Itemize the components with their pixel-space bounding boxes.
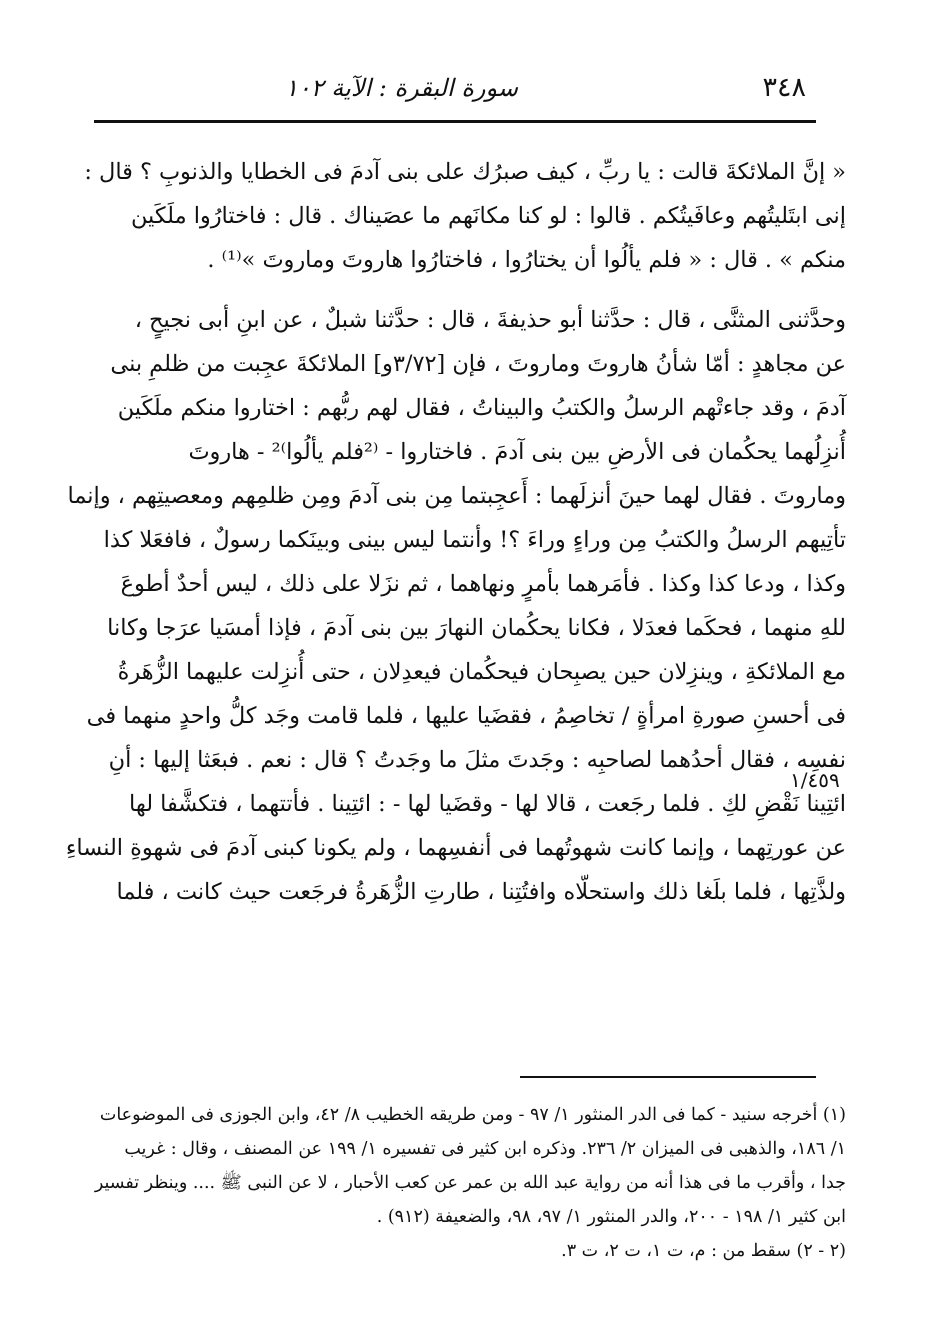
footnote-line: (١) أخرجه سنيد - كما فى الدر المنثور ١/ ٩٧ - ومن طريقه الخطيب ٨/ ٤٢، وابن الجوزى فى الموضوعات (99, 1105, 846, 1125)
page-header (94, 68, 818, 120)
paragraph-2 (65, 298, 846, 914)
text-line: وكذا ، ودعا كذا وكذا . فأمَرهما بأمرٍ ونهاهما ، ثم نزَلا على ذلك ، ليس أحدٌ أطوعَ (120, 571, 846, 597)
paragraph-1 (84, 150, 846, 282)
header-rule (94, 120, 816, 123)
text-line: نفسِه ، فقال أحدُهما لصاحبِه : وجَدتَ مثلَ ما وجَدتُ ؟ قال : نعم . فبعَثا إليها : أنِ (108, 747, 846, 773)
text-line: منكم » . قال : « فلم يألُوا أن يختارُوا ، فاختارُوا هاروتَ وماروتَ »⁽¹⁾ . (207, 247, 846, 273)
text-line: آدمَ ، وقد جاءتْهم الرسلُ والكتبُ والبيناتُ ، فقال لهم ربُّهم : اختاروا منكم ملَكَين (117, 395, 846, 421)
main-text (65, 150, 846, 914)
text-line: وحدَّثنى المثنَّى ، قال : حدَّثنا أبو حذيفةَ ، قال : حدَّثنا شبلٌ ، عن ابنِ أبى نجيحٍ ، (134, 307, 846, 333)
footnote-line: جدا ، وأقرب ما فى هذا أنه من رواية عبد الله بن عمر عن كعب الأحبار ، لا عن النبى ﷺ .... وينظر تفسير (94, 1173, 846, 1193)
text-line: تأتِيهم الرسلُ والكتبُ مِن وراءٍ وراءَ ؟! وأنتما ليس بينى وبينَكما رسولٌ ، فافعَلا كذا (103, 527, 846, 553)
text-line: « إنَّ الملائكةَ قالت : يا ربِّ ، كيف صبرُك على بنى آدمَ فى الخطايا والذنوبِ ؟ قال : (84, 159, 846, 185)
text-line: إنى ابتَليتُهم وعافَيتُكم . قالوا : لو كنا مكانَهم ما عصَيناك . قال : فاختارُوا ملَكَين (131, 203, 846, 229)
page-number: ٣٤٨ (762, 72, 806, 103)
text-line: عن مجاهدٍ : أمّا شأنُ هاروتَ وماروتَ ، فإن [٣/٧٢و] الملائكةَ عجِبت من ظلمِ بنى (110, 351, 846, 377)
text-line: مع الملائكةِ ، وينزِلان حين يصبِحان فيحكُمان فيعدِلان ، حتى أُنزِلت عليهما الزُّهَرةُ (117, 659, 846, 685)
footnotes (94, 1098, 846, 1268)
text-line: فى أحسنِ صورةِ امرأةٍ / تخاصِمُ ، فقضَيا عليها ، فلما قامت وجَد كلُّ واحدٍ منهما فى (86, 703, 846, 729)
footnote-line: ١/ ١٨٦، والذهبى فى الميزان ٢/ ٢٣٦. وذكره ابن كثير فى تفسيره ١/ ١٩٩ عن المصنف ، وقال : غريب (124, 1139, 846, 1159)
margin-reference: ١/٤٥٩ (790, 768, 840, 792)
text-line: ائتِينا نَقْضِ لكِ . فلما رجَعت ، قالا لها - وقضَيا لها - : ائتِينا . فأتتهما ، فتكشَّفا لها (129, 791, 846, 817)
footnote-line: (٢ - ٢) سقط من : م، ت ١، ت ٢، ت ٣. (561, 1241, 846, 1261)
text-line: عن عورتِهما ، وإنما كانت شهوتُهما فى أنفسِهما ، ولم يكونا كبنى آدمَ فى شهوةِ النساءِ (65, 835, 846, 861)
text-line: ولذَّتِها ، فلما بلَغا ذلك واستحلّاه وافتُتِنا ، طارتِ الزُّهَرةُ فرجَعت حيث كانت ، فلما (116, 879, 846, 905)
text-line: وماروتَ . فقال لهما حينَ أنزلَهما : أَعجِبتما مِن بنى آدمَ ومِن ظلمِهم ومعصيتِهم ، وإنما (67, 483, 846, 509)
footnote-rule (520, 1076, 816, 1078)
text-line: للهِ منهما ، فحكَما فعدَلا ، فكانا يحكُمان النهارَ بين بنى آدمَ ، فإذا أمسَيا عرَجا وكانا (107, 615, 846, 641)
running-title: سورة البقرة : الآية ١٠٢ (284, 74, 518, 102)
text-line: أُنزِلُهما يحكُمان فى الأرضِ بين بنى آدمَ . فاختاروا - ⁽²فلم يألُوا⁾² - هاروتَ (188, 439, 846, 465)
footnote-line: ابن كثير ١/ ١٩٨ - ٢٠٠، والدر المنثور ١/ ٩٧، ٩٨، والضعيفة (٩١٢) . (376, 1207, 846, 1227)
